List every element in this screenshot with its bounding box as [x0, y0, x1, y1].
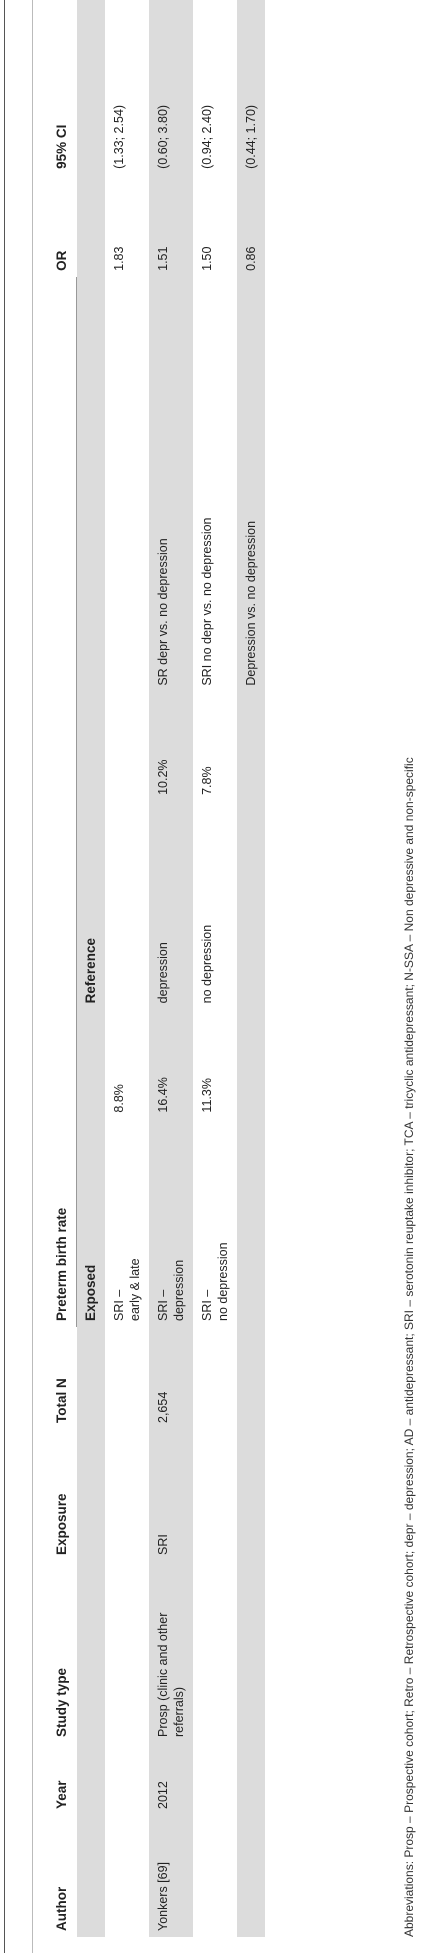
col-total-n: Total N: [54, 1378, 69, 1423]
cell-or: 1.50: [200, 246, 214, 271]
table-body: [105, 0, 265, 1937]
cell-total-n: 2,654: [149, 1327, 193, 1429]
col-exposed: Exposed: [77, 1009, 106, 1327]
table-row: [105, 0, 149, 1937]
cell-exposed-label: [237, 1119, 265, 1327]
cell-year: [105, 1743, 149, 1815]
cell-or: 1.83: [112, 246, 126, 271]
cell-author: Yonkers [69]: [149, 1815, 193, 1937]
cell-author: [237, 1815, 265, 1937]
cell-ci: (0.60; 3.80): [149, 0, 193, 175]
cell-total-n: [193, 1327, 237, 1429]
cell-exposure: [193, 1429, 237, 1561]
cell-author: [105, 1815, 149, 1937]
cell-author: [193, 1815, 237, 1937]
cell-total-n: [105, 1327, 149, 1429]
cell-year: [237, 1743, 265, 1815]
cell-exposed-label: SRI – no depression: [200, 1242, 230, 1321]
col-preterm-birth-rate: Preterm birth rate: [40, 277, 77, 1327]
cell-study-type: [105, 1561, 149, 1743]
col-ci: 95% CI: [54, 124, 69, 169]
cell-study-type: [193, 1561, 237, 1743]
cell-exposure: SRI: [149, 1429, 193, 1561]
table-row: [237, 0, 265, 1937]
subheader-row: [77, 0, 106, 1937]
cell-study-type: Prosp (clinic and other referrals): [149, 1561, 193, 1743]
cell-ci: (1.33; 2.54): [112, 104, 126, 169]
cell-reference-rate: [237, 692, 265, 801]
cell-reference-rate: 7.8%: [200, 766, 214, 795]
cell-year: [193, 1743, 237, 1815]
col-year: Year: [54, 1780, 69, 1809]
cell-comparison: [105, 277, 149, 692]
cell-reference-rate: [105, 692, 149, 801]
col-author: Author: [54, 1886, 69, 1931]
cell-or: 0.86: [237, 175, 265, 277]
cell-exposed-label: SRI – early & late: [112, 1258, 142, 1321]
cell-exposure: [105, 1429, 149, 1561]
cell-exposed-rate: 11.3%: [200, 1078, 214, 1113]
col-reference: Reference: [77, 692, 106, 1010]
cell-ci: (0.94; 2.40): [200, 104, 214, 169]
col-or: OR: [54, 250, 69, 271]
cell-study-type: [237, 1561, 265, 1743]
cell-reference-rate: 10.2%: [149, 692, 193, 801]
cell-exposed-label: SRI – depression: [149, 1119, 193, 1327]
cell-exposure: [237, 1429, 265, 1561]
cell-reference-label: [105, 801, 149, 1009]
cell-exposed-rate: [237, 1009, 265, 1118]
table-row: [149, 0, 193, 1937]
cell-exposed-rate: 8.8%: [112, 1084, 126, 1113]
table-row: [193, 0, 237, 1937]
results-table: [40, 0, 265, 1937]
cell-comparison: Depression vs. no depression: [237, 277, 265, 692]
cell-total-n: [237, 1327, 265, 1429]
secondary-rule: [32, 0, 33, 1953]
cell-reference-label: no depression: [200, 924, 214, 1004]
header-row: [40, 0, 77, 1937]
cell-or: 1.51: [149, 175, 193, 277]
cell-comparison: SRI no depr vs. no depression: [200, 517, 214, 686]
cell-reference-label: depression: [149, 801, 193, 1009]
cell-comparison: SR depr vs. no depression: [149, 277, 193, 692]
top-rule: [4, 0, 5, 1953]
cell-year: 2012: [149, 1743, 193, 1815]
col-study-type: Study type: [54, 1667, 69, 1737]
footnote: Abbreviations: Prosp – Prospective cohort; Retro – Retrospective cohort; depr – depression; AD – antidepressant; SRI – serotonin reuptake inhibitor; TCA – tricyclic antidepressant; N-SSA – Non depressive and non-specific: [402, 757, 416, 1937]
cell-ci: (0.44; 1.70): [237, 0, 265, 175]
col-exposure: Exposure: [54, 1493, 69, 1555]
cell-exposed-rate: 16.4%: [149, 1009, 193, 1118]
cell-reference-label: [237, 801, 265, 1009]
